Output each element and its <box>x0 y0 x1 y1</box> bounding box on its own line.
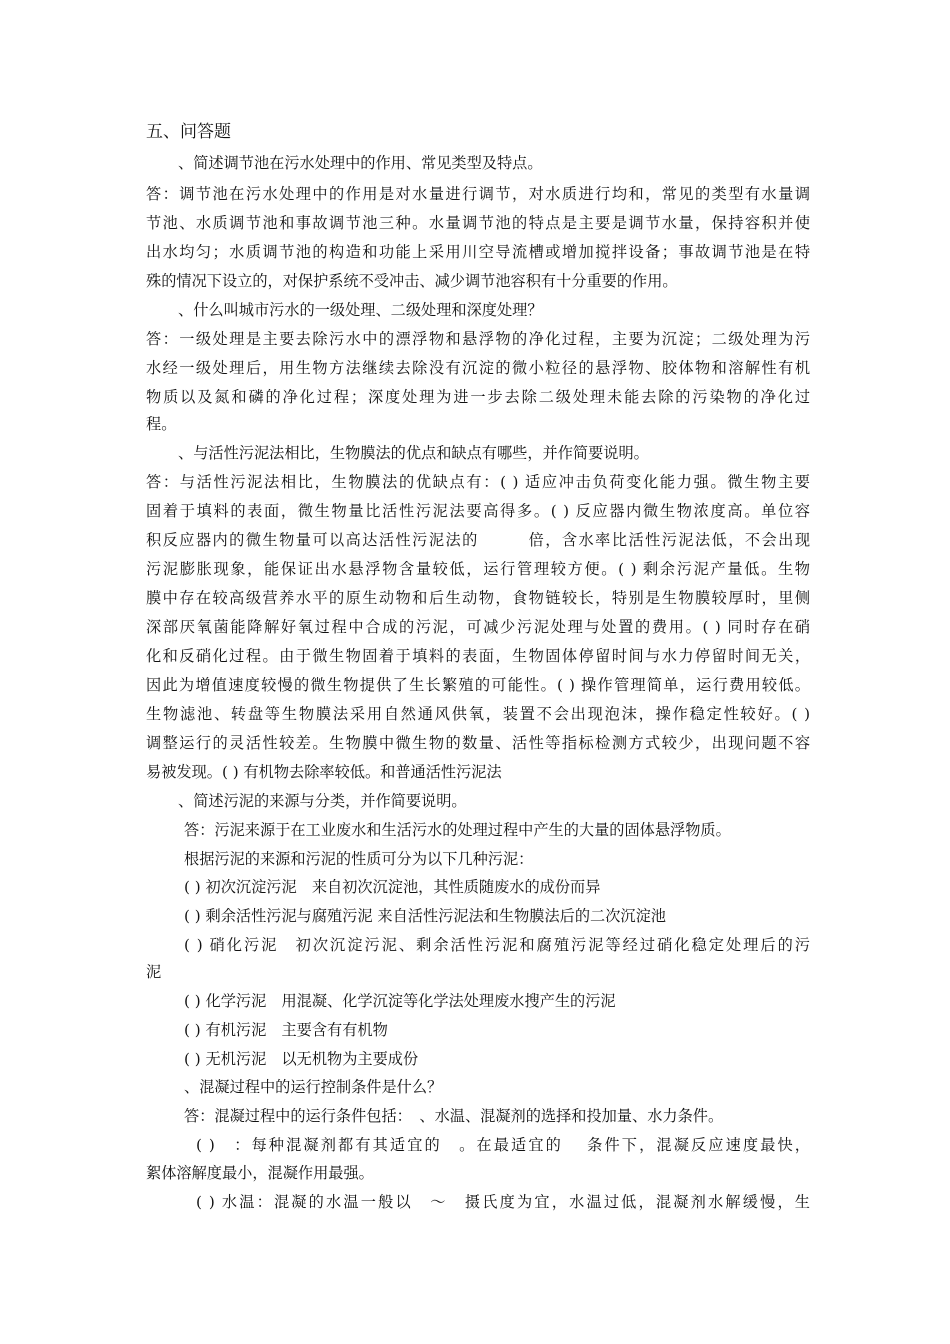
sludge-type-item: ( ) 初次沉淀污泥 来自初次沉淀池，其性质随废水的成份而异 <box>184 878 601 896</box>
answer-5-line: 絮体溶解度最小，混凝作用最强。 <box>146 1164 374 1182</box>
sludge-type-item: ( ) 化学污泥 用混凝、化学沉淀等化学法处理废水搜产生的污泥 <box>184 992 616 1010</box>
sludge-type-item: ( ) 无机污泥 以无机物为主要成份 <box>184 1050 419 1068</box>
answer-3-line: 固着于填料的表面，微生物量比活性污泥法要高得多。( ) 反应器内微生物浓度高。单位容 <box>146 502 810 520</box>
answer-1-line: 节池、水质调节池和事故调节池三种。水量调节池的特点是主要是调节水量，保持容积并使 <box>146 214 810 232</box>
answer-3-line: 因此为增值速度较慢的微生物提供了生长繁殖的可能性。( ) 操作管理简单，运行费用较低。 <box>146 676 810 694</box>
answer-2-line: 答：一级处理是主要去除污水中的漂浮物和悬浮物的净化过程，主要为沉淀；二级处理为污 <box>146 330 810 348</box>
question-1: 、简述调节池在污水处理中的作用、常见类型及特点。 <box>178 154 543 172</box>
answer-4-line: 根据污泥的来源和污泥的性质可分为以下几种污泥： <box>184 850 534 868</box>
answer-1-line: 答：调节池在污水处理中的作用是对水量进行调节，对水质进行均和，常见的类型有水量调 <box>146 185 810 203</box>
answer-3-line: 生物滤池、转盘等生物膜法采用自然通风供氧，装置不会出现泡沫，操作稳定性较好。( ) <box>146 705 810 723</box>
answer-3-line: 积反应器内的微生物量可以高达活性污泥法的 倍，含水率比活性污泥法低，不会出现 <box>146 531 810 549</box>
answer-5-line: ( ) ：每种混凝剂都有其适宜的 。在最适宜的 条件下，混凝反应速度最快， <box>196 1136 810 1154</box>
sludge-type-item: ( ) 硝化污泥 初次沉淀污泥、剩余活性污泥和腐殖污泥等经过硝化稳定处理后的污 <box>184 936 810 954</box>
answer-2-line: 物质以及氮和磷的净化过程；深度处理为进一步去除二级处理未能去除的污染物的净化过 <box>146 388 810 406</box>
sludge-type-item: ( ) 有机污泥 主要含有有机物 <box>184 1021 388 1039</box>
question-2: 、什么叫城市污水的一级处理、二级处理和深度处理？ <box>178 301 543 319</box>
answer-3-line: 调整运行的灵活性较差。生物膜中微生物的数量、活性等指标检测方式较少，出现问题不容 <box>146 734 810 752</box>
answer-2-line: 水经一级处理后，用生物方法继续去除没有沉淀的微小粒径的悬浮物、胶体物和溶解性有机 <box>146 359 810 377</box>
answer-5-line: ( ) 水温：混凝的水温一般以 ～ 摄氏度为宜，水温过低，混凝剂水解缓慢，生 <box>196 1193 810 1211</box>
answer-3-line: 化和反硝化过程。由于微生物固着于填料的表面，生物固体停留时间与水力停留时间无关， <box>146 647 810 665</box>
sludge-type-item: ( ) 剩余活性污泥与腐殖污泥 来自活性污泥法和生物膜法后的二次沉淀池 <box>184 907 666 925</box>
answer-5-line: 答：混凝过程中的运行条件包括： 、水温、混凝剂的选择和投加量、水力条件。 <box>184 1107 724 1125</box>
section-title: 五、问答题 <box>146 122 231 142</box>
answer-3-line: 污泥膨胀现象，能保证出水悬浮物含量较低，运行管理较方便。( ) 剩余污泥产量低。生物 <box>146 560 810 578</box>
answer-4-line: 答：污泥来源于在工业废水和生活污水的处理过程中产生的大量的固体悬浮物质。 <box>184 821 731 839</box>
answer-3-line: 答：与活性污泥法相比，生物膜法的优缺点有：( ) 适应冲击负荷变化能力强。微生物主要 <box>146 473 810 491</box>
question-3: 、与活性污泥法相比，生物膜法的优点和缺点有哪些，并作简要说明。 <box>178 444 649 462</box>
answer-3-line: 膜中存在较高级营养水平的原生动物和后生动物，食物链较长，特别是生物膜较厚时，里侧 <box>146 589 810 607</box>
question-4: 、简述污泥的来源与分类，并作简要说明。 <box>178 792 467 810</box>
sludge-type-item-cont: 泥 <box>146 963 162 981</box>
answer-2-line: 程。 <box>146 415 177 433</box>
answer-3-line: 易被发现。( ) 有机物去除率较低。和普通活性污泥法 <box>146 763 502 781</box>
answer-1-line: 殊的情况下设立的，对保护系统不受冲击、减少调节池容积有十分重要的作用。 <box>146 272 678 290</box>
question-5: 、混凝过程中的运行控制条件是什么？ <box>184 1078 443 1096</box>
answer-1-line: 出水均匀；水质调节池的构造和功能上采用川空导流槽或增加搅拌设备；事故调节池是在特 <box>146 243 810 261</box>
answer-3-line: 深部厌氧菌能降解好氧过程中合成的污泥，可减少污泥处理与处置的费用。( ) 同时存在硝 <box>146 618 810 636</box>
